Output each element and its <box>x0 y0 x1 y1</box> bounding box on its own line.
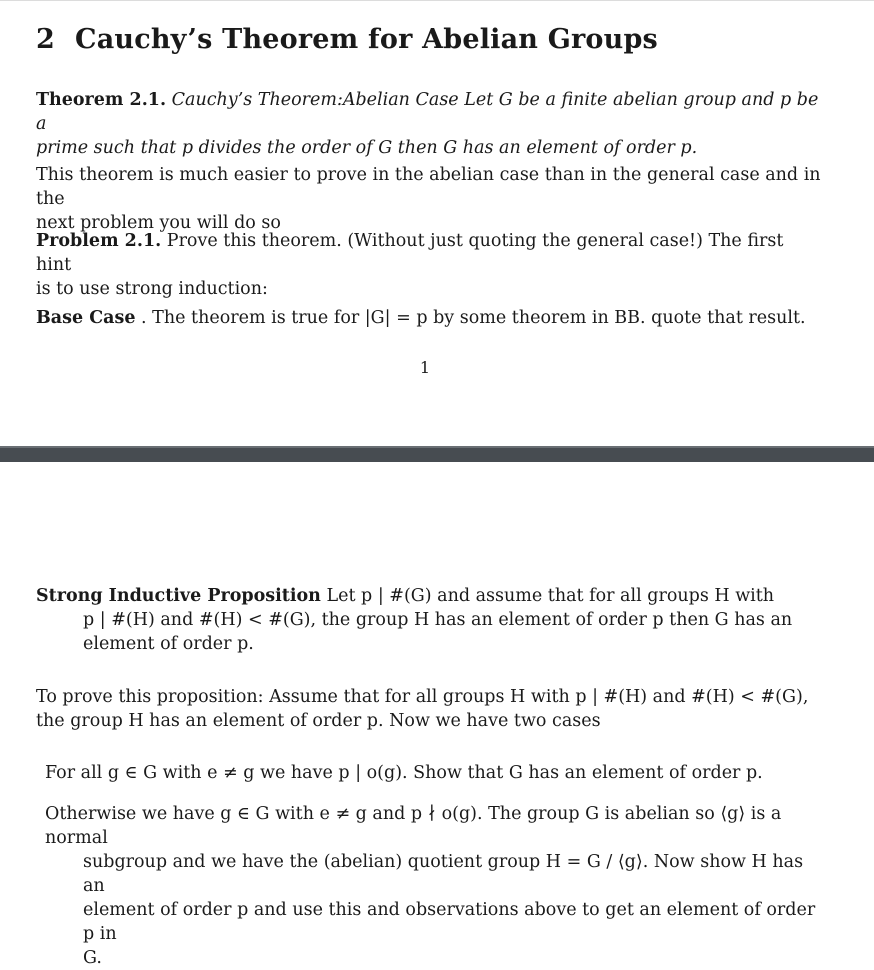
prove-paragraph <box>36 685 822 733</box>
base-case-label: Base Case <box>36 308 136 328</box>
case-2-line-1: Otherwise we have g ∈ G with e ≠ g and p ∤ o(g). The group G is abelian so ⟨g⟩ is a normal <box>45 804 782 848</box>
proposition-line-2: p | #(H) and #(H) < #(G), the group H has an element of order p then G has an <box>83 610 793 630</box>
intro-line-1: This theorem is much easier to prove in the abelian case than in the general case and in the <box>36 165 821 209</box>
section-title: Cauchy’s Theorem for Abelian Groups <box>75 24 658 55</box>
prove-line-1: To prove this proposition: Assume that for all groups H with p | #(H) and #(H) < #(G), <box>36 687 809 707</box>
theorem-2-1 <box>36 88 822 160</box>
page-separator-highlight <box>0 446 874 448</box>
theorem-line-2: prime such that p divides the order of G then G has an element of order p. <box>36 138 698 158</box>
proposition-line-3: element of order p. <box>83 634 254 654</box>
strong-inductive-proposition <box>36 584 822 656</box>
problem-line-2: is to use strong induction: <box>36 279 268 299</box>
case-2 <box>45 802 825 970</box>
theorem-label: Theorem 2.1. <box>36 90 167 110</box>
pdf-page-1 <box>0 0 874 446</box>
page-separator <box>0 446 874 462</box>
base-case-text: . The theorem is true for |G| = p by some theorem in BB. quote that result. <box>141 308 806 328</box>
section-number: 2 <box>36 24 55 55</box>
case-1 <box>45 761 831 785</box>
pdf-page-2 <box>0 462 874 968</box>
problem-2-1 <box>36 229 822 301</box>
problem-line-1: Prove this theorem. (Without just quoting the general case!) The first hint <box>36 231 784 275</box>
page-top-border <box>0 0 874 1</box>
base-case <box>36 306 822 330</box>
intro-paragraph <box>36 163 822 235</box>
prove-line-2: the group H has an element of order p. Now we have two cases <box>36 711 601 731</box>
case-2-line-3: element of order p and use this and observations above to get an element of order p in <box>83 900 816 944</box>
case-1-text: For all g ∈ G with e ≠ g we have p | o(g). Show that G has an element of order p. <box>45 763 763 783</box>
proposition-label: Strong Inductive Proposition <box>36 586 321 606</box>
page-number: 1 <box>419 358 431 377</box>
theorem-line-1: Cauchy’s Theorem:Abelian Case Let G be a finite abelian group and p be a <box>36 90 819 134</box>
case-2-line-4: G. <box>83 948 102 968</box>
case-2-line-2: subgroup and we have the (abelian) quotient group H = G / ⟨g⟩. Now show H has an <box>83 852 804 896</box>
section-heading <box>36 24 658 55</box>
proposition-line-1: Let p | #(G) and assume that for all groups H with <box>326 586 775 606</box>
intro-line-2: next problem you will do so <box>36 213 281 233</box>
problem-label: Problem 2.1. <box>36 231 162 251</box>
